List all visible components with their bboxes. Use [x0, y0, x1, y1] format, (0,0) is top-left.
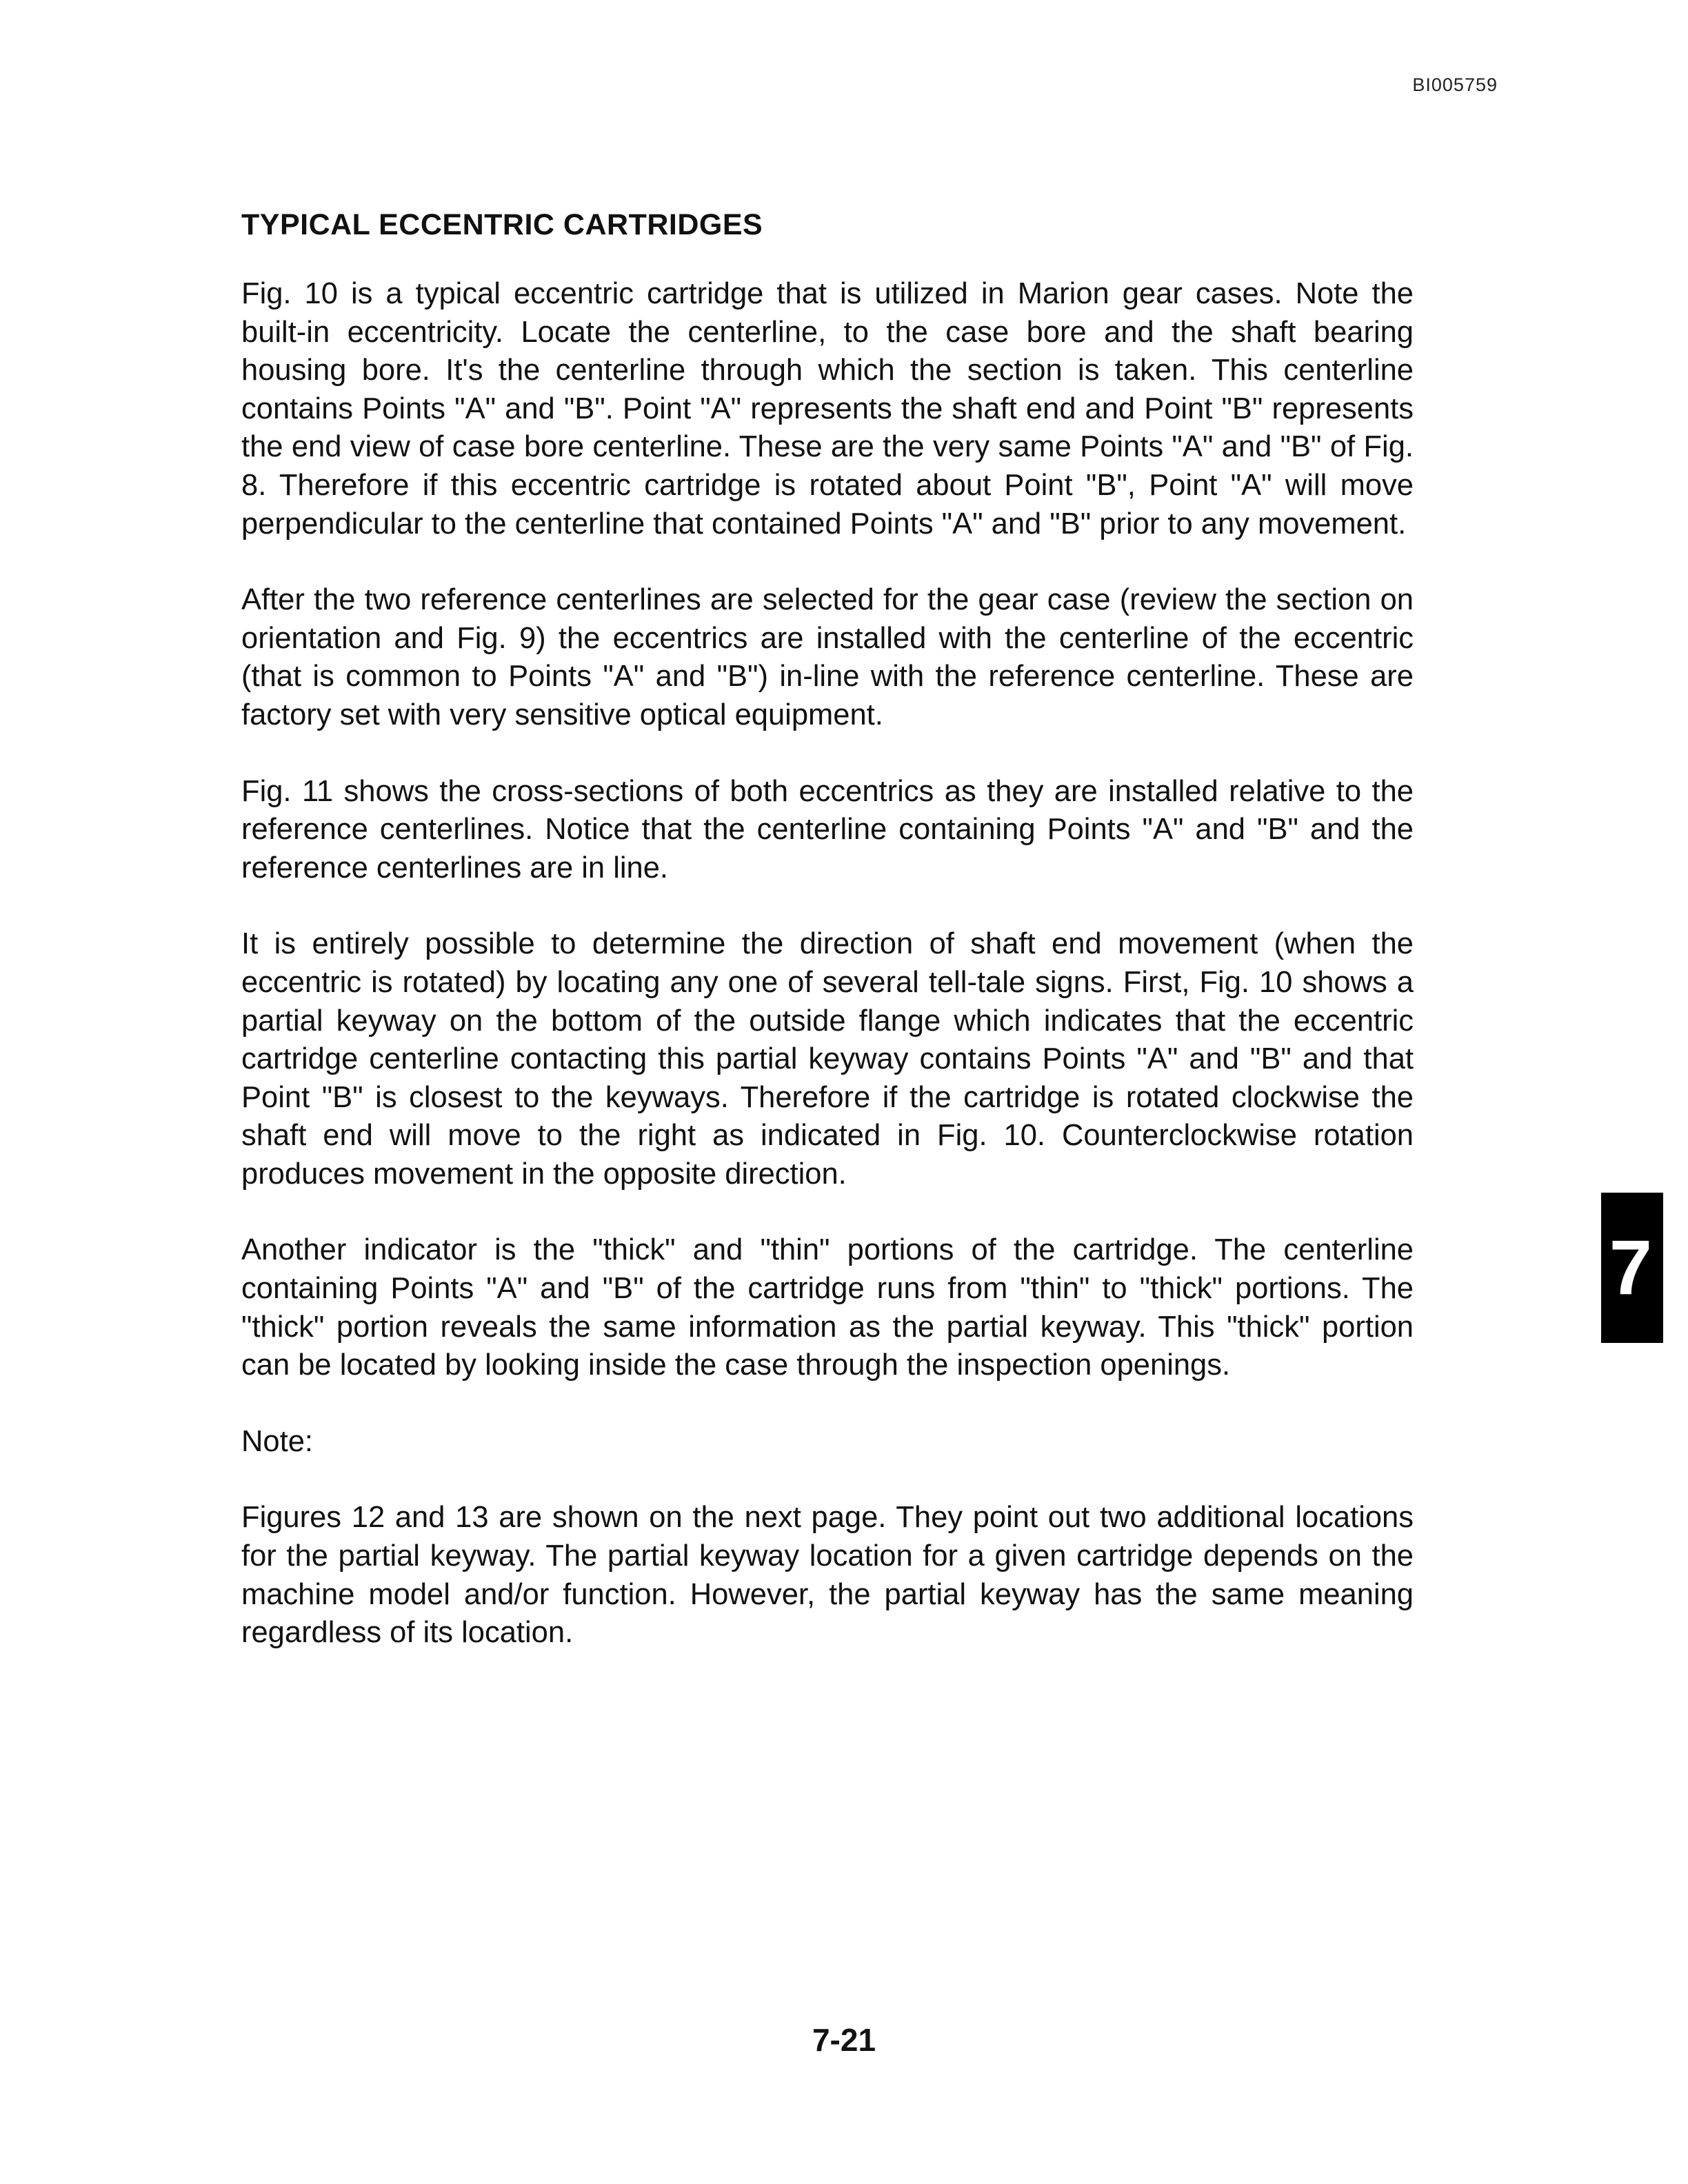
chapter-tab-label: 7	[1609, 1224, 1652, 1311]
chapter-tab	[1601, 1193, 1663, 1343]
paragraph-reference-centerlines: After the two reference centerlines are selected for the gear case (review the section on orientation and Fig. 9) the eccentrics are installed with the centerline of the eccentric (that is common to Points "A" and "B") in-line with the reference centerline. These are factory set with very sensitive optical equipment.	[241, 583, 1414, 731]
page-number: 7-21	[812, 2022, 876, 2058]
note-text: Figures 12 and 13 are shown on the next page. They point out two additional locations for the partial keyway. The partial keyway location for a given cartridge depends on the machine model and/or function. However, the partial keyway has the same meaning regardless of its location.	[241, 1501, 1414, 1650]
note-label: Note:	[241, 1424, 313, 1458]
paragraph-thick-thin: Another indicator is the "thick" and "thin" portions of the cartridge. The centerline containing Points "A" and "B" of the cartridge runs from "thin" to "thick" portions. The "thick" portion reveals the same information as the partial keyway. This "thick" portion can be located by looking inside the case through the inspection openings.	[241, 1233, 1414, 1382]
paragraph-fig10: Fig. 10 is a typical eccentric cartridge that is utilized in Marion gear cases. Note the built-in eccentricity. Locate the centerline, to the case bore and the shaft bearing housing bore. It's the centerline through which the section is taken. This centerline contains Points "A" and "B". Point "A" represents the shaft end and Point "B" represents the end view of case bore centerline. These are the very same Points "A" and "B" of Fig. 8. Therefore if this eccentric cartridge is rotated about Point "B", Point "A" will move perpendicular to the centerline that contained Points "A" and "B" prior to any movement.	[241, 277, 1414, 540]
section-title: TYPICAL ECCENTRIC CARTRIDGES	[241, 208, 763, 241]
paragraph-fig11: Fig. 11 shows the cross-sections of both eccentrics as they are installed relative to the reference centerlines. Notice that the centerline containing Points "A" and "B" and the reference centerlines are in line.	[241, 774, 1414, 884]
document-id: BI005759	[1412, 74, 1498, 95]
paragraph-shaft-movement: It is entirely possible to determine the direction of shaft end movement (when the eccentric is rotated) by locating any one of several tell-tale signs. First, Fig. 10 shows a partial keyway on the bottom of the outside flange which indicates that the eccentric cartridge centerline contacting this partial keyway contains Points "A" and "B" and that Point "B" is closest to the keyways. Therefore if the cartridge is rotated clockwise the shaft end will move to the right as indicated in Fig. 10. Counterclockwise rotation produces movement in the opposite direction.	[241, 927, 1414, 1191]
page-content	[241, 208, 1414, 1690]
